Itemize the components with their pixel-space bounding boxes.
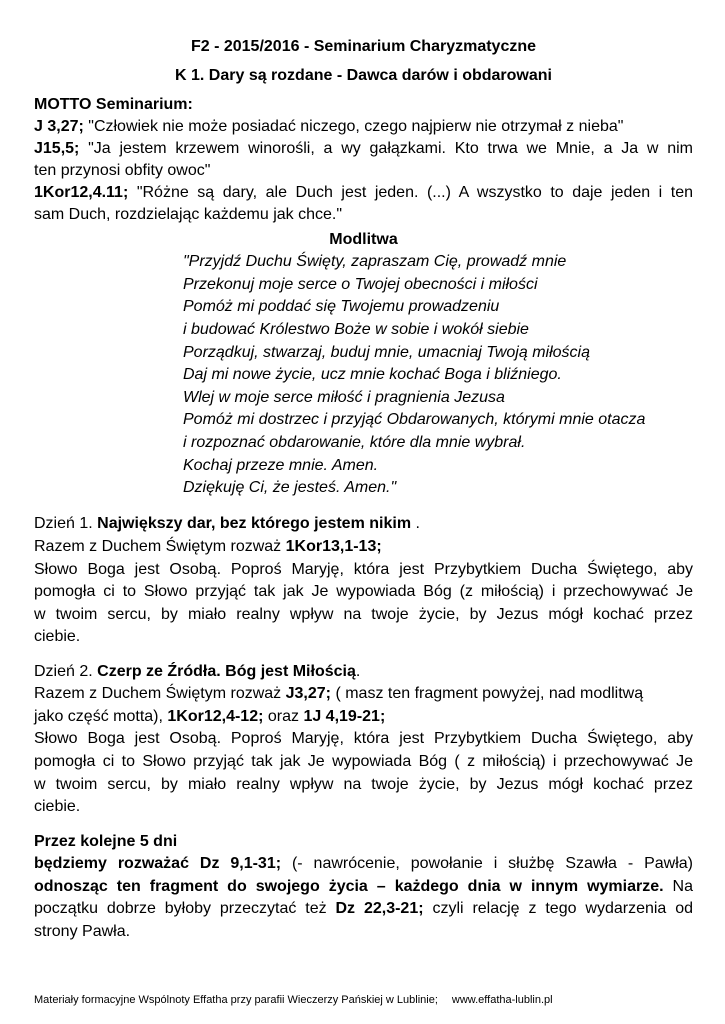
footer-text: Materiały formacyjne Wspólnoty Effatha przy parafii Wieczerzy Pańskiej w Lublinie; [34,994,438,1006]
verse-text: "Ja jestem krzewem winorośli, a wy gałązkami. Kto trwa we Mnie, a Ja w nim [79,140,693,157]
day2-paragraph-line: ciebie. [34,798,81,815]
day1-heading [34,513,420,535]
day1-paragraph-line: pomogła ci to Słowo przyjąć tak jak Je wypowiada Bóg (z miłością) i przechowywać Je [34,583,693,600]
next5-heading: Przez kolejne 5 dni [34,833,178,850]
next5-text: (- nawrócenie, powołanie i służbę Szawła - Pawła) [281,855,693,872]
prayer-line: Pomóż mi dostrzec i przyjąć Obdarowanych, którymi mnie otacza [183,411,646,428]
reading-ref: 1J 4,19-21; [303,708,386,725]
next5-ref: Dz 22,3-21; [335,900,424,917]
verse-text: "Różne są dary, ale Duch jest jeden. (...) A wszystko to daje jeden i ten [128,184,693,201]
day2-paragraph-line: Słowo Boga jest Osobą. Poproś Maryję, która jest Przybytkiem Ducha Świętego, aby [34,730,693,747]
day2-paragraph-line: w twoim sercu, by miało realny wpływ na twoje życie, by Jezus mógł kochać przez [34,776,693,793]
page-subtitle: K 1. Dary są rozdane - Dawca darów i obdarowani [175,67,552,84]
day2-reading [34,683,643,705]
prayer-line: Pomóż mi poddać się Twojemu prowadzeniu [183,298,500,315]
day-title: Największy dar, bez którego jestem nikim [97,515,412,532]
day-label: Dzień 2. [34,663,98,680]
prayer-line: Dziękuję Ci, że jesteś. Amen." [183,479,397,496]
motto-verse-2-cont: ten przynosi obfity owoc" [34,162,211,179]
prayer-line: Kochaj przeze mnie. Amen. [183,457,379,474]
prayer-line: Wlej w moje serce miłość i pragnienia Jezusa [183,389,505,406]
next5-bold: będziemy rozważać Dz 9,1-31; [34,855,282,872]
day2-heading [34,661,360,683]
prayer-line: i budować Królestwo Boże w sobie i wokół siebie [183,321,529,338]
next5-line [34,853,693,875]
reading-note: ( masz ten fragment powyżej, nad modlitwą [331,685,644,702]
prayer-line: i rozpoznać obdarowanie, które dla mnie wybrał. [183,434,526,451]
next5-text: czyli relację z tego wydarzenia od [423,900,694,917]
reading-ref: J3,27; [285,685,331,702]
next5-line [34,876,693,898]
verse-ref: J 3,27; [34,118,84,135]
day1-paragraph-line: w twoim sercu, by miało realny wpływ na twoje życie, by Jezus mógł kochać przez [34,606,693,623]
day-title-end: . [355,663,361,680]
footer [34,993,553,1007]
day2-paragraph-line: pomogła ci to Słowo przyjąć tak jak Je wypowiada Bóg ( z miłością) i przechowywać Je [34,753,693,770]
prayer-line: Przekonuj moje serce o Twojej obecności i miłości [183,276,538,293]
prayer-line: Daj mi nowe życie, ucz mnie kochać Boga i bliźniego. [183,366,562,383]
prayer-heading: Modlitwa [329,231,398,248]
reading-conj: oraz [263,708,304,725]
page-title: F2 - 2015/2016 - Seminarium Charyzmatyczne [190,38,537,55]
next5-text: Na [663,878,693,895]
next5-bold: odnosząc ten fragment do swojego życia – każdego dnia w innym wymiarze. [34,878,664,895]
motto-heading: MOTTO Seminarium: [34,96,193,113]
reading-prefix: Razem z Duchem Świętym rozważ [34,685,286,702]
reading-ref: 1Kor13,1-13; [285,538,382,555]
motto-verse-2 [34,138,693,160]
day1-reading [34,536,382,558]
reading-prefix: Razem z Duchem Świętym rozważ [34,538,286,555]
day-label: Dzień 1. [34,515,98,532]
verse-ref: 1Kor12,4.11; [34,184,129,201]
verse-ref: J15,5; [34,140,80,157]
next5-line [34,898,693,920]
day1-paragraph-line: Słowo Boga jest Osobą. Poproś Maryję, która jest Przybytkiem Ducha Świętego, aby [34,561,693,578]
footer-url[interactable]: www.effatha-lublin.pl [451,994,553,1006]
reading-ref: 1Kor12,4-12; [167,708,264,725]
day1-paragraph-line: ciebie. [34,628,81,645]
motto-verse-3-cont: sam Duch, rozdzielając każdemu jak chce." [34,206,343,223]
reading-note: jako część motta), [34,708,168,725]
prayer-line: "Przyjdź Duchu Święty, zapraszam Cię, prowadź mnie [183,253,567,270]
day2-reading-cont [34,706,385,728]
verse-text: "Człowiek nie może posiadać niczego, czego najpierw nie otrzymał z nieba" [83,118,624,135]
next5-line: strony Pawła. [34,923,131,940]
day-title: Czerp ze Źródła. Bóg jest Miłością [97,663,356,680]
day-title-end: . [411,515,420,532]
motto-verse-3 [34,182,693,204]
prayer-line: Porządkuj, stwarzaj, buduj mnie, umacniaj Twoją miłością [183,344,590,361]
next5-text: początku dobrze byłoby przeczytać też [34,900,336,917]
motto-verse-1 [34,116,623,138]
